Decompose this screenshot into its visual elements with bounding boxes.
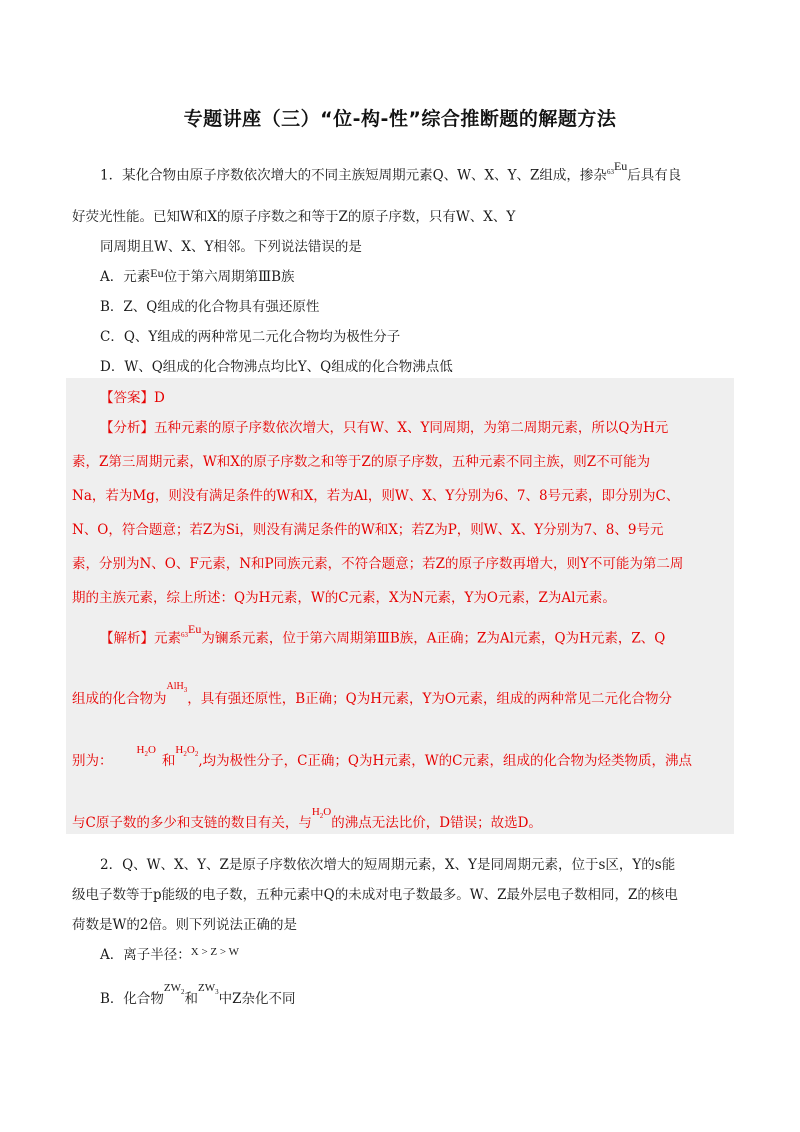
q1-option-c: C．Q、Y组成的两种常见二元化合物均为极性分子 [100, 329, 401, 345]
zw2-formula: $ZW_2$ [163, 982, 185, 997]
h2o-formula: $H_2O$ [136, 744, 156, 759]
q1-stem-line3: 同周期且W、X、Y相邻。下列说法错误的是 [100, 239, 362, 255]
analysis-line: 素，Z第三周期元素，W和X的原子序数之和等于Z的原子序数，五种元素不同主族，则Z不可能为 [72, 454, 651, 470]
explanation-line1: 【解析】元素$^{63}$Eu为镧系元素，位于第六周期第ⅢB族，A正确；Z为Al元素，Q为H元素，Z、Q [100, 621, 666, 647]
q2-option-b: B．化合物$ZW_2$和$ZW_3$中Z杂化不同 [100, 990, 760, 1013]
analysis-line: N、O，符合题意；若Z为Si，则没有满足条件的W和X；若Z为P，则W、X、Y分别为7、8、9号元 [72, 522, 664, 538]
q1-stem-line2: 好荧光性能。已知W和X的原子序数之和等于Z的原子序数，只有W、X、Y [72, 209, 516, 225]
explanation-line2: 组成的化合物为AlH$_3$，具有强还原性，B正确；Q为H元素，Y为O元素，组成的两种常见二元化合物分 [72, 690, 732, 713]
zw3-formula: $ZW_3$ [198, 982, 219, 997]
h2o-formula: $H_2O$ [311, 806, 332, 821]
alh3-formula: AlH$_3$ [166, 681, 188, 694]
q1-option-b: B．Z、Q组成的化合物具有强还原性 [100, 299, 320, 315]
eu-isotope-formula: $^{63}$Eu [606, 158, 628, 176]
answer-line: 【答案】D [100, 390, 165, 406]
eu-symbol: Eu [150, 266, 164, 280]
q2-stem-line1: 2．Q、W、X、Y、Z是原子序数依次增大的短周期元素，X、Y是同周期元素，位于s区，Y的s能 [100, 857, 676, 873]
analysis-line: 期的主族元素，综上所述：Q为H元素，W的C元素，X为N元素，Y为O元素，Z为Al元素。 [72, 590, 616, 606]
analysis-line: Na，若为Mg，则没有满足条件的W和X，若为Al，则W、X、Y分别为6、7、8号元素，即分别为C、 [72, 488, 680, 504]
explanation-line4: 与C原子数的多少和支链的数目有关，与$H_2O$的沸点无法比价，D错误；故选D。 [72, 814, 732, 837]
analysis-line: 【分析】五种元素的原子序数依次增大，只有W、X、Y同周期，为第二周期元素，所以Q为H元 [100, 420, 669, 436]
page-title: 专题讲座（三）“位-构-性”综合推断题的解题方法 [183, 108, 617, 130]
q1-stem-line1: 1．某化合物由原子序数依次增大的不同主族短周期元素Q、W、X、Y、Z组成，掺杂$^{63}$Eu后具有良 [100, 158, 682, 184]
ion-radius-formula: X > Z > W [190, 946, 240, 958]
q2-option-a: A．离子半径：$^{X > Z > W}$ [100, 946, 240, 963]
q1-option-a: A．元素Eu位于第六周期第ⅢB族 [100, 266, 295, 285]
analysis-line: 素，分别为N、O、F元素，N和P同族元素，不符合题意；若Z的原子序数再增大，则Y不可能为第二周 [72, 556, 684, 572]
h2o2-formula: $H_2O_2$ [175, 744, 199, 759]
explanation-line3: 别为：$H_2O$和$H_2O_2$,均为极性分子，C正确；Q为H元素，W的C元素，组成的化合物为烃类物质，沸点 [72, 752, 732, 775]
q1-option-d: D．W、Q组成的化合物沸点均比Y、Q组成的化合物沸点低 [100, 359, 453, 375]
q2-stem-line3: 荷数是W的2倍。则下列说法正确的是 [72, 917, 297, 933]
q2-stem-line2: 级电子数等于p能级的电子数，五种元素中Q的未成对电子数最多。W、Z最外层电子数相同，Z的核电 [72, 887, 678, 903]
eu-isotope-formula: $^{63}$Eu [181, 621, 202, 639]
